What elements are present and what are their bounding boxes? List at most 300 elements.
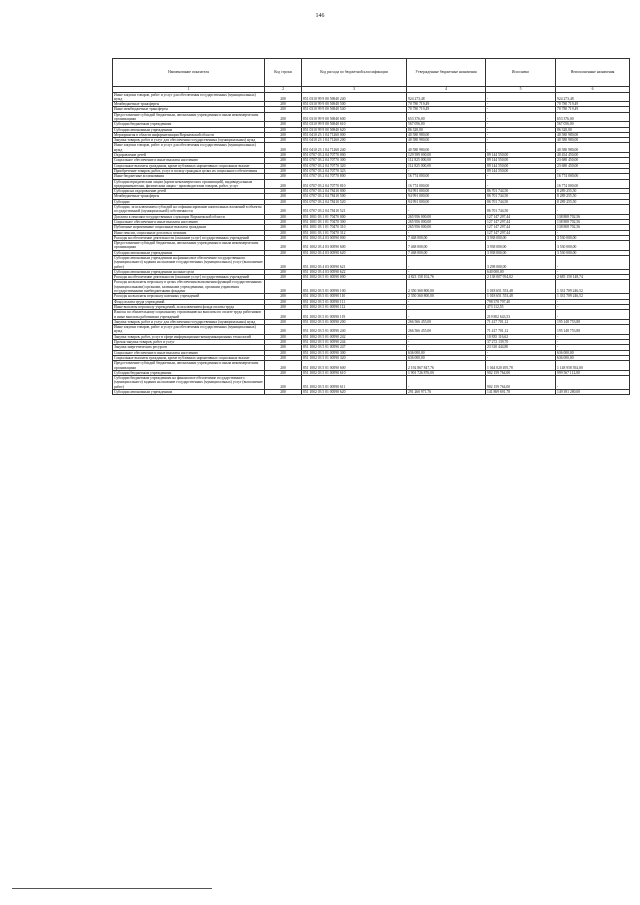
table-row [113,376,630,390]
executed-amount-cell: - [486,132,556,137]
row-code-cell: 200 [265,250,302,255]
remaining-amount-cell: - [556,376,630,390]
approved-amount-cell: - [407,269,486,274]
executed-amount-cell: 1 018 651 553,48 [486,280,556,294]
remaining-amount-cell: - [556,205,630,215]
budget-code-cell: 851 1002 03 4 03 00590 620 [302,250,407,255]
budget-code-cell: 851 1002 03 5 01 00590 240 [302,325,407,335]
executed-amount-cell: 1 044 020 495,78 [486,361,556,371]
budget-code-cell: 851 0310 99 9 00 56940 620 [302,127,407,132]
table-row [113,112,630,122]
remaining-amount-cell: 1 148 958 392,00 [556,361,630,371]
executed-amount-cell: - [486,112,556,122]
executed-amount-cell: 798 378 797,40 [486,299,556,304]
executed-amount-cell: - [486,107,556,112]
approved-amount-cell: 7 468 000,00 [407,235,486,240]
executed-amount-cell: 89 144 550,00 [486,158,556,163]
indicator-name-cell: Предоставление субсидий бюджетным, автономным учреждениям и иным некоммерческим организациям [113,241,265,251]
approved-amount-cell: 7 468 000,00 [407,250,486,255]
row-code-cell: 200 [265,310,302,320]
remaining-amount-cell: - [556,299,630,304]
approved-amount-cell: 291 260 971,76 [407,390,486,395]
remaining-amount-cell: 653 376,00 [556,112,630,122]
table-row [113,361,630,371]
remaining-amount-cell: 924 273,48 [556,92,630,102]
executed-amount-cell: 37 272 139,70 [486,340,556,345]
budget-code-cell: 851 1002 03 5 01 00590 320 [302,355,407,360]
indicator-name-cell: Субсидии, за исключением субсидий на софинансирование капитальных вложений в объекты государственной (муниципальной) собственности [113,205,265,215]
row-code-cell: 200 [265,219,302,224]
indicator-name-cell: Мероприятия в области информатизации Воронежской области [113,132,265,137]
remaining-amount-cell: 70 780 719,49 [556,107,630,112]
remaining-amount-cell: 636 000,00 [556,350,630,355]
approved-amount-cell: 70 780 719,49 [407,102,486,107]
remaining-amount-cell: 149 391 280,00 [556,390,630,395]
remaining-amount-cell: 8 289 255,50 [556,189,630,194]
column-number: 4 [407,87,486,93]
executed-amount-cell: 10 835 116,62 [486,334,556,339]
approved-amount-cell: 94 991 000,00 [407,199,486,204]
budget-code-cell: 851 0310 99 9 00 56940 240 [302,92,407,102]
executed-amount-cell: 127 147 297,44 [486,230,556,235]
approved-amount-cell: 265 956 000,00 [407,214,486,219]
budget-code-cell: 851 1002 03 4 03 00590 621 [302,256,407,270]
remaining-amount-cell: - [556,334,630,339]
header-row-code: Код строки [265,59,302,87]
remaining-amount-cell: 195 148 753,88 [556,325,630,335]
executed-amount-cell: - [486,92,556,102]
approved-amount-cell: - [407,230,486,235]
approved-amount-cell: 4 823 158 102,76 [407,275,486,280]
remaining-amount-cell: - [556,256,630,270]
remaining-amount-cell: 138 808 702,56 [556,214,630,219]
remaining-amount-cell: 636 000,00 [556,355,630,360]
budget-code-cell: 851 0707 03 2 04 78410 000 [302,189,407,194]
remaining-amount-cell: 138 808 702,56 [556,225,630,230]
budget-code-cell: 851 1002 03 5 01 00590 000 [302,275,407,280]
executed-amount-cell: 23 310 444,80 [486,345,556,350]
budget-code-cell: 851 0707 03 2 04 70770 000 [302,153,407,158]
executed-amount-cell: 89 144 550,00 [486,168,556,173]
indicator-name-cell: Расходы на выплаты персоналу казенных учреждений [113,294,265,299]
approved-amount-cell: - [407,299,486,304]
row-code-cell: 200 [265,345,302,350]
executed-amount-cell: 89 144 550,00 [486,163,556,168]
row-code-cell: 200 [265,168,302,173]
indicator-name-cell: Расходы на обеспечение деятельности (оказание услуг) государственных учреждений [113,235,265,240]
budget-code-cell: 851 1002 03 5 01 00590 620 [302,390,407,395]
remaining-amount-cell: - [556,304,630,309]
approved-amount-cell: 2 192 867 847,76 [407,361,486,371]
executed-amount-cell: - [486,143,556,153]
row-code-cell: 200 [265,269,302,274]
remaining-amount-cell: - [556,269,630,274]
row-code-cell: 200 [265,256,302,270]
executed-amount-cell: 902 159 764,00 [486,370,556,375]
executed-amount-cell: 473 112,55 [486,304,556,309]
remaining-amount-cell: - [556,345,630,350]
header-remaining: Неисполненные назначения [556,59,630,87]
table-row [113,205,630,215]
executed-amount-cell: 127 147 297,44 [486,225,556,230]
indicator-name-cell: Социальное обеспечение и иные выплаты населению [113,158,265,163]
indicator-name-cell: Межбюджетные трансферты [113,194,265,199]
remaining-amount-cell: 2 685 150 148,74 [556,275,630,280]
remaining-amount-cell: 40 580 980,00 [556,138,630,143]
budget-code-cell: 851 0707 03 2 04 70770 810 [302,179,407,189]
approved-amount-cell: 924 273,48 [407,92,486,102]
row-code-cell: 200 [265,299,302,304]
approved-amount-cell: - [407,376,486,390]
indicator-name-cell: Закупка товаров, работ и услуг для обеспечения государственных (муниципальных) нужд [113,319,265,324]
executed-amount-cell: - [486,138,556,143]
approved-amount-cell: 112 825 000,00 [407,158,486,163]
approved-amount-cell: - [407,345,486,350]
budget-code-cell: 851 1001 03 1 01 70470 300 [302,219,407,224]
budget-code-cell: 851 1001 03 1 01 70470 312 [302,230,407,235]
approved-amount-cell: 636 000,00 [407,355,486,360]
row-code-cell: 200 [265,275,302,280]
budget-code-cell: 851 1002 03 5 01 00590 110 [302,294,407,299]
approved-amount-cell: - [407,340,486,345]
indicator-name-cell: Оздоровление детей [113,153,265,158]
budget-code-cell: 851 0707 03 2 04 78410 500 [302,194,407,199]
approved-amount-cell: 636 000,00 [407,350,486,355]
budget-code-cell: 851 1002 03 5 01 00590 611 [302,376,407,390]
column-number: 5 [486,87,556,93]
executed-amount-cell: 71 417 701,12 [486,325,556,335]
indicator-name-cell: Иные закупки товаров, работ и услуг для обеспечения государственных (муниципальных) нужд [113,92,265,102]
remaining-amount-cell: - [556,340,630,345]
remaining-amount-cell: - [556,310,630,320]
executed-amount-cell: 86 701 744,50 [486,189,556,194]
executed-amount-cell: 3 938 000,00 [486,241,556,251]
executed-amount-cell: 127 147 297,44 [486,214,556,219]
row-code-cell: 200 [265,361,302,371]
executed-amount-cell: 3 938 000,00 [486,235,556,240]
indicator-name-cell: Субсидии бюджетным учреждениям на финансовое обеспечение государственного (муниципального) задания на оказание государственных (муниципальных) услуг (выполнение работ) [114,376,263,389]
budget-code-cell: 851 1002 03 4 03 00590 600 [302,241,407,251]
row-code-cell: 200 [265,158,302,163]
indicator-name-cell: Субсидии автономным учреждениям на иные цели [113,269,265,274]
table-row [113,325,630,335]
indicator-name-cell: Иные межбюджетные трансферты [113,107,265,112]
budget-code-cell: 851 0707 03 2 04 70770 320 [302,163,407,168]
executed-amount-cell: 141 869 691,78 [486,390,556,395]
executed-amount-cell: 71 417 701,12 [486,319,556,324]
executed-amount-cell: - [486,127,556,132]
row-code-cell: 200 [265,235,302,240]
column-number: 2 [265,87,302,93]
row-code-cell: 200 [265,189,302,194]
indicator-name-cell: Субсидии [113,199,265,204]
row-code-cell: 200 [265,350,302,355]
row-code-cell: 200 [265,214,302,219]
header-executed: Исполнено [486,59,556,87]
indicator-name-cell: Социальные выплаты гражданам, кроме публичных нормативных социальных выплат [113,355,265,360]
row-code-cell: 200 [265,163,302,168]
row-code-cell: 200 [265,199,302,204]
remaining-amount-cell: 40 580 980,00 [556,143,630,153]
budget-code-cell: 851 0310 99 9 00 56940 610 [302,122,407,127]
indicator-name-cell: Закупка товаров, работ, услуг в сфере информационно-коммуникационных технологий [113,334,265,339]
budget-code-cell: 851 1002 03 4 03 00590 622 [302,269,407,274]
budget-code-cell: 851 0707 03 2 04 70770 300 [302,158,407,163]
indicator-name-cell: Субсидии юридическим лицам (кроме некоммерческих организаций), индивидуальным предпринимателям, физическим лицам - производителям товаров, работ, услуг [113,179,265,189]
budget-execution-table [112,58,630,395]
indicator-name-cell: Иные выплаты персоналу учреждений, за исключением фонда оплаты труда [113,304,265,309]
approved-amount-cell: - [407,168,486,173]
table-row [113,310,630,320]
approved-amount-cell: 94 991 000,00 [407,189,486,194]
approved-amount-cell: 567 056,00 [407,122,486,127]
indicator-name-cell: Субсидии автономным учреждениям [113,390,265,395]
remaining-amount-cell: 23 680 450,00 [556,163,630,168]
indicator-name-cell: Иные пенсии, социальные доплаты к пенсиям [113,230,265,235]
budget-code-cell: 851 1002 03 5 01 00590 242 [302,334,407,339]
indicator-name-cell: Фонд оплаты труда учреждений [113,299,265,304]
approved-amount-cell: 1 901 726 876,00 [407,370,486,375]
budget-code-cell: 851 1001 03 1 01 70470 310 [302,225,407,230]
executed-amount-cell: 86 701 744,50 [486,194,556,199]
budget-code-cell: 851 1002 03 4 03 00590 000 [302,235,407,240]
row-code-cell: 200 [265,205,302,215]
budget-code-cell: 851 1002 03 5 01 00590 111 [302,299,407,304]
indicator-name-cell: Субсидии бюджетным учреждениям [113,370,265,375]
approved-amount-cell: - [407,334,486,339]
table-row [113,280,630,294]
budget-code-cell: 851 1002 03 5 01 00590 200 [302,319,407,324]
remaining-amount-cell: 138 808 702,56 [556,219,630,224]
indicator-name-cell: Прочая закупка товаров, работ и услуг [113,340,265,345]
remaining-amount-cell: 8 289 255,50 [556,194,630,199]
indicator-name-cell: Приобретение товаров, работ, услуг в пользу граждан в целях их социального обеспечения [113,168,265,173]
header-approved: Утвержденные бюджетные назначения [407,59,486,87]
remaining-amount-cell: 3 530 000,00 [556,235,630,240]
executed-amount-cell: 219 802 643,53 [486,310,556,320]
table-header-row [113,59,630,87]
row-code-cell: 200 [265,174,302,179]
budget-code-cell: 851 0707 03 2 04 70770 323 [302,168,407,173]
budget-code-cell: 851 0410 23 1 04 71260 240 [302,143,407,153]
approved-amount-cell: 653 376,00 [407,112,486,122]
indicator-name-cell: Социальное обеспечение и иные выплаты населению [113,219,265,224]
approved-amount-cell: - [407,256,486,270]
indicator-name-cell: Субсидии автономным учреждениям [113,127,265,132]
column-number: 6 [556,87,630,93]
indicator-name-cell: Субсидии на оздоровление детей [113,189,265,194]
row-code-cell: 200 [265,179,302,189]
footer-divider [12,888,212,889]
row-code-cell: 200 [265,92,302,102]
row-code-cell: 200 [265,334,302,339]
approved-amount-cell: 16 774 000,00 [407,174,486,179]
row-code-cell: 200 [265,107,302,112]
budget-code-cell: 851 1002 03 5 01 00590 610 [302,370,407,375]
indicator-name-cell: Иные закупки товаров, работ и услуг для обеспечения государственных (муниципальных) нужд [113,143,265,153]
indicator-name-cell: Межбюджетные трансферты [113,102,265,107]
approved-amount-cell: 70 780 719,49 [407,107,486,112]
executed-amount-cell: 640 000,00 [486,269,556,274]
budget-code-cell: 851 0707 03 2 04 70770 800 [302,174,407,179]
executed-amount-cell: - [486,122,556,127]
row-code-cell: 200 [265,376,302,390]
executed-amount-cell: 1 018 651 553,48 [486,294,556,299]
indicator-name-cell: Публичные нормативные социальные выплаты гражданам [113,225,265,230]
approved-amount-cell: 265 956 000,00 [407,225,486,230]
budget-code-cell: 851 1002 03 5 01 00590 244 [302,340,407,345]
remaining-amount-cell: 40 580 980,00 [556,132,630,137]
budget-code-cell: 851 0310 99 9 00 56940 540 [302,107,407,112]
row-code-cell: 200 [265,390,302,395]
executed-amount-cell: - [486,179,556,189]
row-code-cell: 200 [265,230,302,235]
executed-amount-cell: 3 938 000,00 [486,250,556,255]
row-code-cell: 200 [265,319,302,324]
table-row [113,241,630,251]
budget-code-cell: 851 0310 99 9 00 56940 500 [302,102,407,107]
budget-code-cell: 851 1002 03 5 01 00590 300 [302,350,407,355]
approved-amount-cell: 2 350 360 800,00 [407,294,486,299]
indicator-name-cell: Иные закупки товаров, работ и услуг для обеспечения государственных (муниципальных) нужд [113,325,265,335]
table-row [113,256,630,270]
remaining-amount-cell: 23 680 450,00 [556,158,630,163]
indicator-name-cell: Социальное обеспечение и иные выплаты населению [113,350,265,355]
header-indicator-name: Наименование показателя [113,59,265,87]
budget-code-cell: 851 1002 03 5 01 00590 600 [302,361,407,371]
remaining-amount-cell: - [556,168,630,173]
budget-code-cell: 851 1002 03 5 01 00590 100 [302,280,407,294]
row-code-cell: 200 [265,294,302,299]
executed-amount-cell: - [486,355,556,360]
indicator-name-cell: Закупка энергетических ресурсов [113,345,265,350]
remaining-amount-cell: - [556,230,630,235]
approved-amount-cell: 16 774 000,00 [407,179,486,189]
row-code-cell: 200 [265,112,302,122]
column-number: 1 [113,87,265,93]
approved-amount-cell: - [407,304,486,309]
approved-amount-cell: 2 350 360 800,00 [407,280,486,294]
budget-code-cell: 851 0410 23 1 04 71260 000 [302,132,407,137]
row-code-cell: 200 [265,280,302,294]
executed-amount-cell: - [486,174,556,179]
row-code-cell: 200 [265,143,302,153]
remaining-amount-cell: 70 780 719,49 [556,102,630,107]
approved-amount-cell: 7 468 000,00 [407,241,486,251]
remaining-amount-cell: 567 056,00 [556,122,630,127]
indicator-name-cell: Расходы на обеспечение деятельности (оказание услуг) государственных учреждений [113,275,265,280]
approved-amount-cell: - [407,310,486,320]
indicator-name-cell: Иные бюджетные ассигнования [113,174,265,179]
executed-amount-cell: - [486,102,556,107]
indicator-name-cell: Субсидии бюджетным учреждениям [113,122,265,127]
indicator-name-cell: Расходы на выплаты персоналу в целях обеспечения выполнения функций государственными (муниципальными) органами, казенными учреждениями, органами управления государственными внебюджетными фондами [113,280,265,294]
approved-amount-cell: 129 599 000,00 [407,153,486,158]
page-number: 146 [315,13,325,19]
approved-amount-cell: - [407,205,486,215]
row-code-cell: 200 [265,194,302,199]
row-code-cell: 200 [265,355,302,360]
row-code-cell: 200 [265,304,302,309]
indicator-name-cell: Предоставление субсидий бюджетным, автономным учреждениям и иным некоммерческим организациям [113,361,265,371]
row-code-cell: 200 [265,153,302,158]
budget-code-cell: 851 1002 03 5 01 00590 247 [302,345,407,350]
remaining-amount-cell: 3 530 000,00 [556,241,630,251]
row-code-cell: 200 [265,370,302,375]
budget-code-cell: 851 1002 03 5 01 00590 112 [302,304,407,309]
approved-amount-cell: 40 580 980,00 [407,143,486,153]
remaining-amount-cell: 8 289 255,50 [556,199,630,204]
indicator-name-cell: Закупка товаров, работ и услуг для обеспечения государственных (муниципальных) нужд [113,138,265,143]
row-code-cell: 200 [265,325,302,335]
indicator-name-cell: Субсидии автономным учреждениям [113,250,265,255]
row-code-cell: 200 [265,340,302,345]
budget-code-cell: 851 0707 03 2 04 78410 520 [302,199,407,204]
remaining-amount-cell: 86 320,00 [556,127,630,132]
executed-amount-cell: 2 138 007 954,02 [486,275,556,280]
row-code-cell: 200 [265,127,302,132]
remaining-amount-cell: 1 331 709 246,52 [556,294,630,299]
indicator-name-cell: Предоставление субсидий бюджетным, автономным учреждениям и иным некоммерческим организациям [113,112,265,122]
indicator-name-cell: Социальные выплаты гражданам, кроме публичных нормативных социальных выплат [113,163,265,168]
approved-amount-cell: 265 956 000,00 [407,219,486,224]
table-body [113,92,630,395]
table-row [113,179,630,189]
executed-amount-cell: 86 701 744,50 [486,199,556,204]
remaining-amount-cell: 16 774 000,00 [556,179,630,189]
row-code-cell: 200 [265,122,302,127]
remaining-amount-cell: 195 148 753,88 [556,319,630,324]
remaining-amount-cell: 1 331 709 246,52 [556,280,630,294]
executed-amount-cell: 89 144 550,00 [486,153,556,158]
approved-amount-cell: 94 991 000,00 [407,194,486,199]
row-code-cell: 200 [265,241,302,251]
table-row [113,92,630,102]
executed-amount-cell: 3 298 000,00 [486,256,556,270]
row-code-cell: 200 [265,102,302,107]
budget-code-cell: 851 0310 99 9 00 56940 600 [302,112,407,122]
executed-amount-cell: - [486,350,556,355]
executed-amount-cell: 902 159 764,00 [486,376,556,390]
table-row [113,143,630,153]
indicator-name-cell: Доплаты к пенсиям государственных служащих Воронежской области [113,214,265,219]
remaining-amount-cell: 16 774 000,00 [556,174,630,179]
table-row [113,390,630,395]
remaining-amount-cell: 3 530 000,00 [556,250,630,255]
budget-code-cell: 851 1001 03 1 01 70470 000 [302,214,407,219]
indicator-name-cell: Взносы по обязательному социальному страхованию на выплаты по оплате труда работников и иные выплаты работникам учреждений [113,310,265,320]
executed-amount-cell: 86 701 744,50 [486,205,556,215]
row-code-cell: 200 [265,132,302,137]
approved-amount-cell: 40 580 980,00 [407,138,486,143]
remaining-amount-cell: 999 567 112,00 [556,370,630,375]
indicator-name-cell: Субсидии автономным учреждениям на финансовое обеспечение государственного (муниципального) задания на оказание государственных (муниципальных) услуг (выполнение работ) [114,256,263,269]
budget-code-cell: 851 0410 23 1 04 71260 200 [302,138,407,143]
budget-code-cell: 851 0707 03 2 04 78410 521 [302,205,407,215]
approved-amount-cell: 40 580 980,00 [407,132,486,137]
executed-amount-cell: 127 147 297,44 [486,219,556,224]
remaining-amount-cell: 40 454 450,00 [556,153,630,158]
approved-amount-cell: 112 825 000,00 [407,163,486,168]
header-budget-classification: Код расхода по бюджетной классификации [302,59,407,87]
column-number: 3 [302,87,407,93]
approved-amount-cell: 266 566 455,00 [407,319,486,324]
row-code-cell: 200 [265,138,302,143]
approved-amount-cell: 266 566 455,00 [407,325,486,335]
approved-amount-cell: 86 320,00 [407,127,486,132]
row-code-cell: 200 [265,225,302,230]
budget-code-cell: 851 1002 03 5 01 00590 119 [302,310,407,320]
